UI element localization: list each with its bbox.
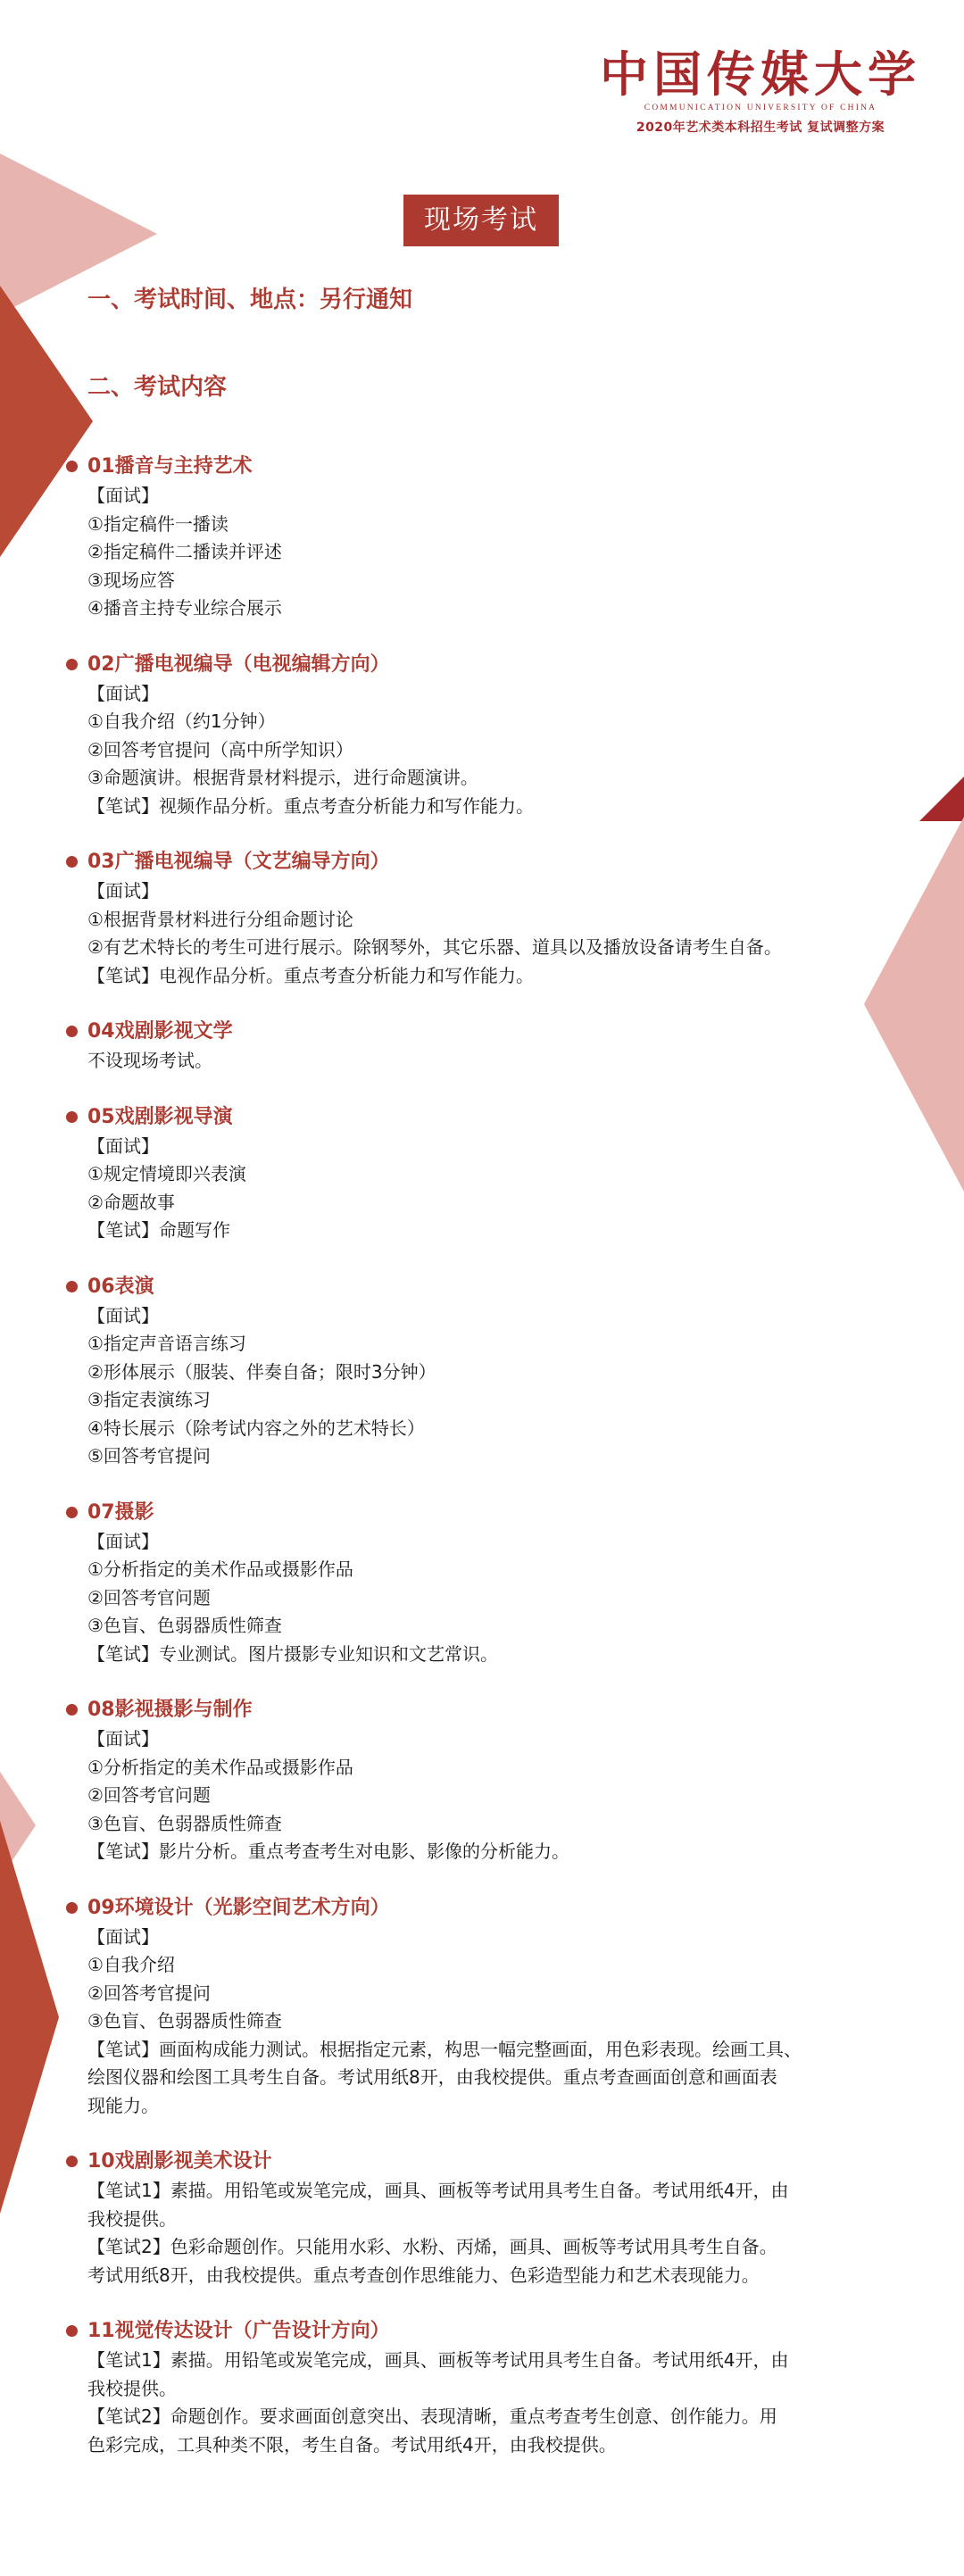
section-title-text: 07摄影 <box>87 1500 154 1524</box>
exam-section <box>87 1017 873 1076</box>
main-content <box>87 278 873 2486</box>
section-title-text: 09环境设计（光影空间艺术方向） <box>87 1896 390 1919</box>
section-line: 【笔试1】素描。用铅笔或炭笔完成，画具、画板等考试用具考生自备。考试用纸4开，由 <box>87 2180 789 2201</box>
section-line: 【面试】 <box>87 485 159 506</box>
section-line: 【笔试1】素描。用铅笔或炭笔完成，画具、画板等考试用具考生自备。考试用纸4开，由 <box>87 2349 789 2371</box>
section-line: ③命题演讲。根据背景材料提示，进行命题演讲。 <box>87 767 478 788</box>
exam-section <box>87 1272 873 1471</box>
exam-section <box>87 2147 873 2289</box>
bullet-icon <box>66 1281 78 1292</box>
section-line: ②回答考官问题 <box>87 1586 211 1608</box>
exam-section <box>87 847 873 990</box>
bullet-icon <box>66 659 78 670</box>
section-title <box>64 1695 873 1725</box>
page-title: 现场考试 <box>403 195 559 246</box>
logo-english: COMMUNICATION UNIVERSITY OF CHINA <box>644 104 877 112</box>
section-title-text: 04戏剧影视文学 <box>87 1020 233 1043</box>
bullet-icon <box>66 461 78 472</box>
section-title <box>64 452 873 482</box>
decor-red-triangle-left-bottom <box>0 1821 59 2214</box>
section-title <box>64 650 873 680</box>
exam-section <box>87 452 873 623</box>
exam-section <box>87 1102 873 1245</box>
section-line: ④特长展示（除考试内容之外的艺术特长） <box>87 1417 425 1439</box>
section-line: 【面试】 <box>87 880 159 902</box>
section-title <box>64 2316 873 2347</box>
bullet-icon <box>66 2156 78 2167</box>
university-logo <box>600 46 921 136</box>
section-title <box>64 847 873 877</box>
section-line: 我校提供。 <box>87 2377 177 2399</box>
section-title-text: 06表演 <box>87 1275 154 1298</box>
bullet-icon <box>66 1902 78 1914</box>
decor-red-triangle-left <box>0 286 93 557</box>
section-line: ②回答考官提问（高中所学知识） <box>87 738 353 760</box>
section-line: ①分析指定的美术作品或摄影作品 <box>87 1558 353 1580</box>
section-line: 【笔试】电视作品分析。重点考查分析能力和写作能力。 <box>87 964 534 986</box>
section-line: ②形体展示（服装、伴奏自备；限时3分钟） <box>87 1360 436 1383</box>
heading-exam-time: 一、考试时间、地点：另行通知 <box>87 287 413 313</box>
bullet-icon <box>66 1507 78 1518</box>
section-line: 【面试】 <box>87 1925 159 1948</box>
section-title <box>64 1102 873 1133</box>
decor-pink-triangle-right <box>864 817 964 1192</box>
section-line: 色彩完成，工具种类不限，考生自备。考试用纸4开，由我校提供。 <box>87 2433 617 2456</box>
section-line: 我校提供。 <box>87 2207 177 2230</box>
section-line: ④播音主持专业综合展示 <box>87 597 282 619</box>
section-line: 【笔试】命题写作 <box>87 1219 230 1241</box>
exam-sections <box>87 452 873 2459</box>
section-title-text: 08影视摄影与制作 <box>87 1699 253 1721</box>
section-line: ②有艺术特长的考生可进行展示。除钢琴外，其它乐器、道具以及播放设备请考生自备。 <box>87 936 782 958</box>
section-line: 【面试】 <box>87 1530 159 1552</box>
section-line: ③色盲、色弱器质性筛查 <box>87 2010 282 2032</box>
section-line: ③现场应答 <box>87 569 175 591</box>
section-line: ②命题故事 <box>87 1191 175 1213</box>
section-line: 【面试】 <box>87 682 159 704</box>
section-title-text: 10戏剧影视美术设计 <box>87 2150 272 2173</box>
section-line: ⑤回答考官提问 <box>87 1445 211 1467</box>
section-title-text: 01播音与主持艺术 <box>87 455 253 478</box>
heading-exam-content: 二、考试内容 <box>87 374 228 401</box>
document-subtitle: 2020年艺术类本科招生考试 复试调整方案 <box>636 120 885 135</box>
section-line: ③色盲、色弱器质性筛查 <box>87 1812 282 1834</box>
section-line: 【笔试】影片分析。重点考查考生对电影、影像的分析能力。 <box>87 1841 569 1862</box>
section-line: ②回答考官提问 <box>87 1982 211 2004</box>
section-line: 现能力。 <box>87 2094 159 2116</box>
section-title-text: 05戏剧影视导演 <box>87 1105 233 1128</box>
exam-section <box>87 1893 873 2121</box>
section-line: ③指定表演练习 <box>87 1389 211 1410</box>
section-line: ①自我介绍 <box>87 1954 175 1975</box>
section-line: 【笔试2】色彩命题创作。只能用水彩、水粉、丙烯，画具、画板等考试用具考生自备。 <box>87 2236 777 2257</box>
bullet-icon <box>66 1026 78 1037</box>
section-line: ②回答考官问题 <box>87 1784 211 1806</box>
decor-red-triangle-right-small <box>919 777 964 821</box>
section-line: ①根据背景材料进行分组命题讨论 <box>87 908 353 930</box>
section-title <box>64 1498 873 1528</box>
section-title-text: 02广播电视编导（电视编辑方向） <box>87 652 390 676</box>
section-line: 考试用纸8开，由我校提供。重点考查创作思维能力、色彩造型能力和艺术表现能力。 <box>87 2264 760 2286</box>
section-line: ②指定稿件二播读并评述 <box>87 541 282 562</box>
section-line: ①规定情境即兴表演 <box>87 1163 246 1184</box>
bullet-icon <box>66 1704 78 1716</box>
bullet-icon <box>66 1111 78 1123</box>
section-line: 【面试】 <box>87 1134 159 1157</box>
section-line: 【笔试】专业测试。图片摄影专业知识和文艺常识。 <box>87 1642 498 1665</box>
exam-section <box>87 1498 873 1669</box>
section-title <box>64 2147 873 2177</box>
section-line: ①指定稿件一播读 <box>87 512 229 535</box>
section-title <box>64 1272 873 1302</box>
bullet-icon <box>66 2325 78 2337</box>
logo-chinese: 中国传媒大学 <box>600 46 921 103</box>
section-line: 【面试】 <box>87 1304 159 1326</box>
section-line: 【面试】 <box>87 1728 159 1749</box>
section-line: 【笔试】画面构成能力测试。根据指定元素，构思一幅完整画面，用色彩表现。绘画工具、 <box>87 2038 802 2060</box>
section-line: 【笔试】视频作品分析。重点考查分析能力和写作能力。 <box>87 794 534 817</box>
section-title-text: 11视觉传达设计（广告设计方向） <box>87 2320 390 2342</box>
exam-section <box>87 650 873 821</box>
exam-section <box>87 2316 873 2459</box>
section-line: ①自我介绍（约1分钟） <box>87 710 276 732</box>
section-title <box>64 1017 873 1047</box>
section-line: 【笔试2】命题创作。要求画面创意突出、表现清晰，重点考查考生创意、创作能力。用 <box>87 2406 777 2427</box>
section-title <box>64 1893 873 1924</box>
section-line: 绘图仪器和绘图工具考生自备。考试用纸8开，由我校提供。重点考查画面创意和画面表 <box>87 2066 777 2088</box>
section-title-text: 03广播电视编导（文艺编导方向） <box>87 851 390 873</box>
exam-section <box>87 1695 873 1866</box>
bullet-icon <box>66 856 78 868</box>
section-line: 不设现场考试。 <box>87 1050 212 1071</box>
section-line: ③色盲、色弱器质性筛查 <box>87 1615 282 1636</box>
section-line: ①指定声音语言练习 <box>87 1333 246 1354</box>
section-line: ①分析指定的美术作品或摄影作品 <box>87 1756 353 1778</box>
